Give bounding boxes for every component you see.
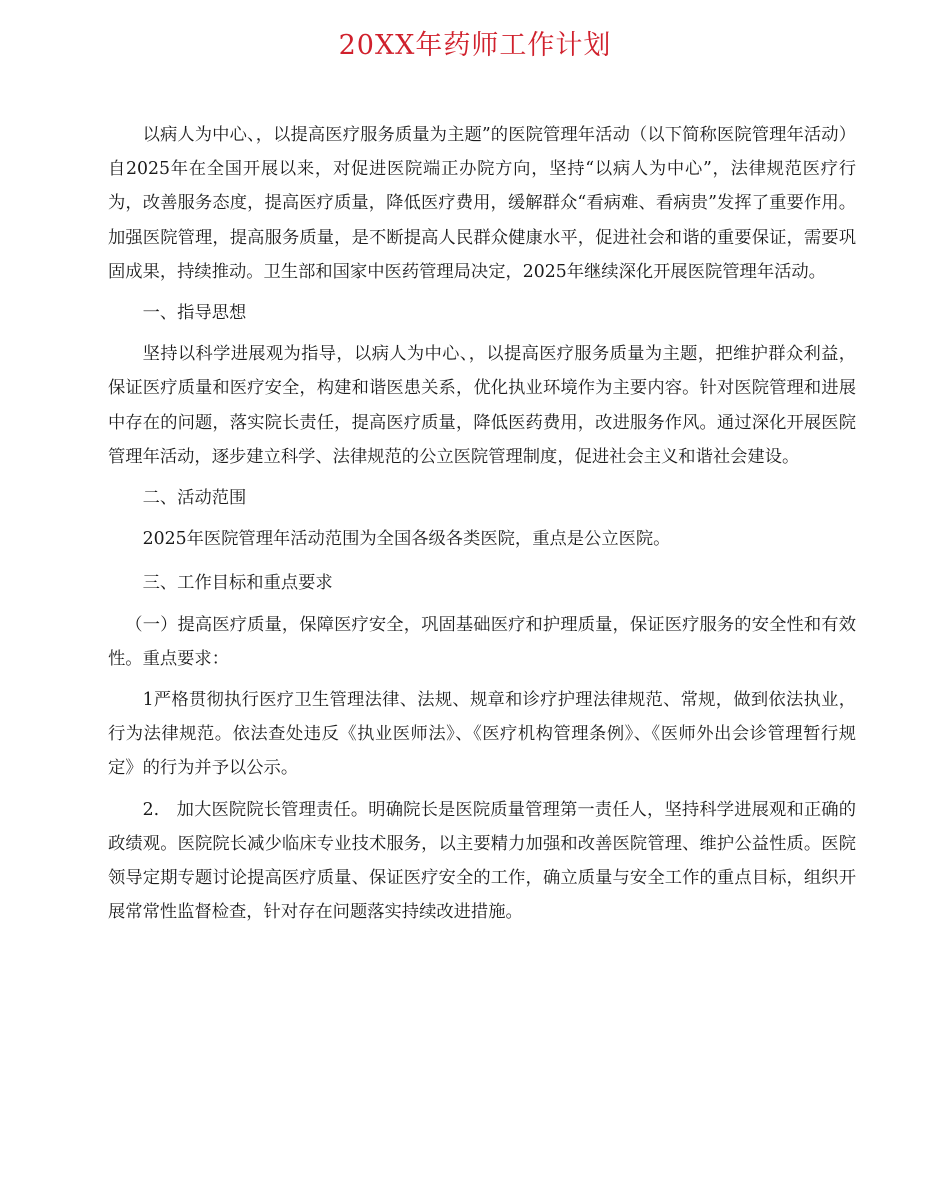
requirement-item-2: 2. 加大医院院长管理责任。明确院长是医院质量管理第一责任人，坚持科学进展观和正确的政绩观。医院院长减少临床专业技术服务，以主要精力加强和改善医院管理、维护公益性质。医院领导定期专题讨论提高医疗质量、保证医疗安全的工作，确立质量与安全工作的重点目标，组织开展常常性监督检查，针对存在问题落实持续改进措施。 <box>108 799 856 923</box>
guiding-paragraph: 坚持以科学进展观为指导，以病人为中心、，以提高医疗服务质量为主题，把维护群众利益，保证医疗质量和医疗安全，构建和谐医患关系，优化执业环境作为主要内容。针对医院管理和进展中存在的问题，落实院长责任，提高医疗质量，降低医药费用，改进服务作风。通过深化开展医院管理年活动，逐步建立科学、法律规范的公立医院管理制度，促进社会主义和谐社会建设。 <box>108 344 856 467</box>
requirement-item-1: 1严格贯彻执行医疗卫生管理法律、法规、规章和诊疗护理法律规范、常规，做到依法执业，行为法律规范。依法查处违反《执业医师法》、《医疗机构管理条例》、《医师外出会诊管理暂行规定》的行为并予以公示。 <box>108 690 856 779</box>
document-body <box>108 118 856 929</box>
scope-paragraph: 2025年医院管理年活动范围为全国各级各类医院，重点是公立医院。 <box>142 529 671 550</box>
section-heading-guiding: 一、指导思想 <box>142 303 247 324</box>
goal-one-paragraph: （一）提高医疗质量，保障医疗安全，巩固基础医疗和护理质量，保证医疗服务的安全性和有效性。重点要求： <box>108 614 856 669</box>
intro-paragraph: 以病人为中心、，以提高医疗服务质量为主题”的医院管理年活动（以下简称医院管理年活动）自2025年在全国开展以来，对促进医院端正办院方向，坚持“以病人为中心”，法律规范医疗行为，改善服务态度，提高医疗质量，降低医疗费用，缓解群众“看病难、看病贵”发挥了重要作用。加强医院管理，提高服务质量，是不断提高人民群众健康水平，促进社会和谐的重要保证，需要巩固成果，持续推动。卫生部和国家中医药管理局决定，2025年继续深化开展医院管理年活动。 <box>108 125 856 282</box>
document-title: 20XX年药师工作计划 <box>338 30 612 61</box>
section-heading-scope: 二、活动范围 <box>142 488 247 509</box>
section-heading-goals: 三、工作目标和重点要求 <box>142 573 333 594</box>
